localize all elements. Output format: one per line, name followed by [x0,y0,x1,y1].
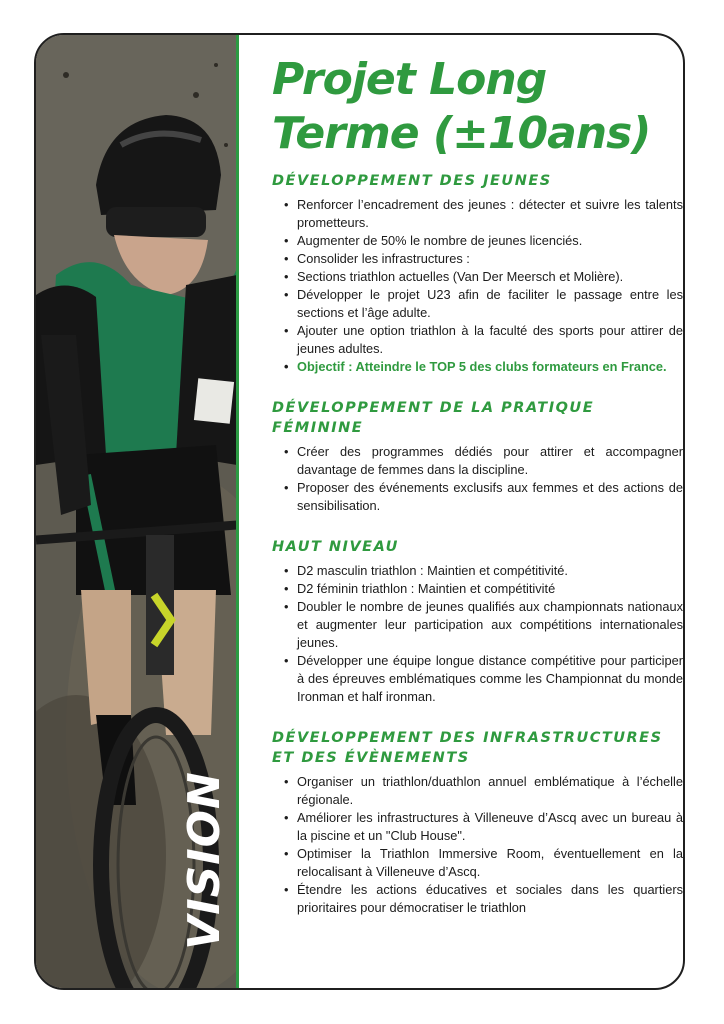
bullet-list [284,773,683,917]
objective-item: • Objectif : Atteindre le TOP 5 des clubs formateurs en France. [284,358,683,376]
section-women [272,398,683,515]
photo-divider [236,35,239,988]
list-item: • Optimiser la Triathlon Immersive Room, éventuellement en la relocalisant à Villeneuve d’Ascq. [284,845,683,881]
section-heading: DÉVELOPPEMENT DES INFRASTRUCTURES ET DES ÉVÈNEMENTS [272,730,663,766]
list-item: • D2 féminin triathlon : Maintien et compétitivité [284,580,683,598]
section-high-level [272,537,683,706]
list-item: • Développer une équipe longue distance compétitive pour participer à des épreuves emblématiques comme les Championnat du monde Ironman et half ironman. [284,652,683,706]
bullet-list [284,196,683,376]
content-column [272,35,685,988]
section-infrastructure [272,728,683,917]
page-card [34,33,685,990]
list-item: • Renforcer l’encadrement des jeunes : détecter et suivre les talents prometteurs. [284,196,683,232]
list-item: • Sections triathlon actuelles (Van Der Meersch et Molière). [284,268,683,286]
list-item: • Consolider les infrastructures : [284,250,683,268]
list-item: • D2 masculin triathlon : Maintien et compétitivité. [284,562,683,580]
section-heading: DÉVELOPPEMENT DE LA PRATIQUE FÉMININE [272,400,595,436]
list-item: • Créer des programmes dédiés pour attirer et accompagner davantage de femmes dans la discipline. [284,443,683,479]
list-item: • Développer le projet U23 afin de faciliter le passage entre les sections et l’âge adulte. [284,286,683,322]
vision-side-label [174,770,234,950]
list-item: • Améliorer les infrastructures à Villeneuve d’Ascq avec un bureau à la piscine et un "Club House". [284,809,683,845]
page-title: Projet Long Terme (±10ans) [272,54,651,159]
section-heading: HAUT NIVEAU [272,539,399,555]
list-item: • Augmenter de 50% le nombre de jeunes licenciés. [284,232,683,250]
list-item: • Ajouter une option triathlon à la faculté des sports pour attirer de jeunes adultes. [284,322,683,358]
list-item: • Doubler le nombre de jeunes qualifiés aux championnats nationaux et augmenter leur participation aux compétitions internationales jeunes. [284,598,683,652]
list-item: • Proposer des événements exclusifs aux femmes et des actions de sensibilisation. [284,479,683,515]
bullet-list [284,443,683,515]
list-item: • Étendre les actions éducatives et sociales dans les quartiers prioritaires pour démocratiser le triathlon [284,881,683,917]
section-youth [272,171,683,376]
section-heading: DÉVELOPPEMENT DES JEUNES [272,173,552,189]
bullet-list [284,562,683,706]
vision-text: VISION [178,770,230,950]
list-item: • Organiser un triathlon/duathlon annuel emblématique à l’échelle régionale. [284,773,683,809]
